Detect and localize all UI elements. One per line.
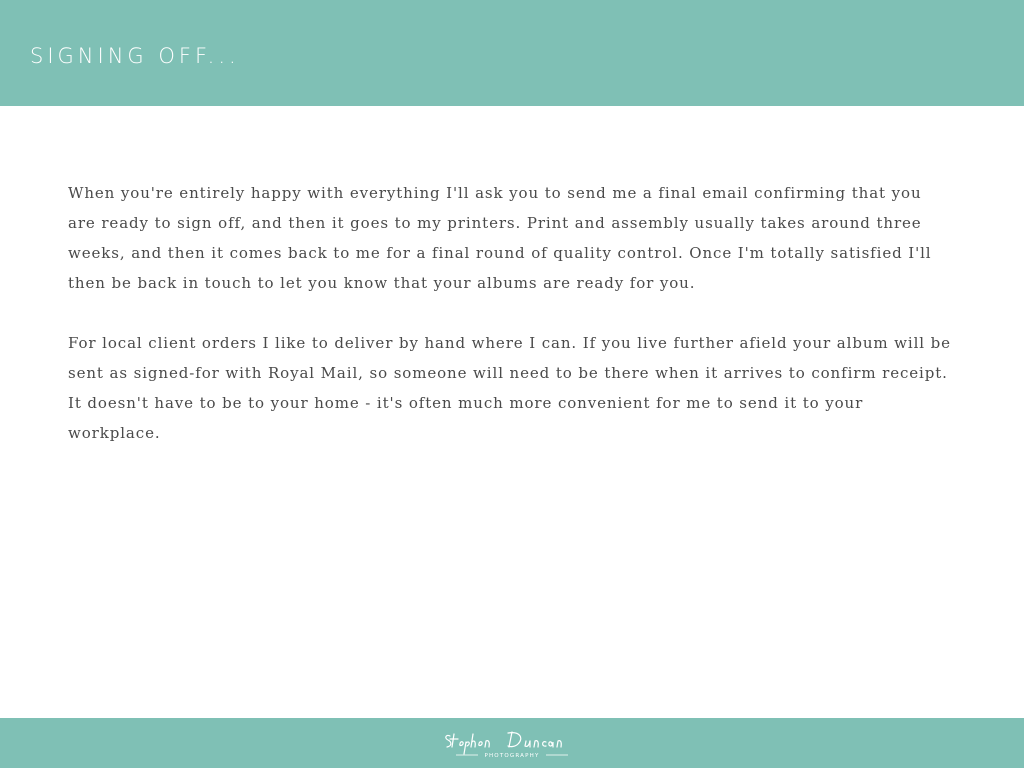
main-content [68, 178, 952, 478]
footer-bar [0, 718, 1024, 768]
paragraph-sign-off: When you're entirely happy with everything I'll ask you to send me a final email confirming that you are ready to sign off, and then it goes to my printers. Print and assembly usually takes around three weeks, and then it comes back to me for a final round of quality control. Once I'm totally satisfied I'll then be back in touch to let you know that your albums are ready for you. [68, 184, 932, 292]
signature-logo [442, 726, 582, 760]
header-bar [0, 0, 1024, 106]
paragraph-delivery: For local client orders I like to deliver by hand where I can. If you live further afield your album will be sent as signed-for with Royal Mail, so someone will need to be there when it arrives to confirm receipt. It doesn't have to be to your home - it's often much more convenient for me to send it to your workplace. [68, 334, 951, 442]
page-title: SIGNING OFF... [30, 44, 240, 68]
logo-sub-text: PHOTOGRAPHY [484, 753, 540, 759]
